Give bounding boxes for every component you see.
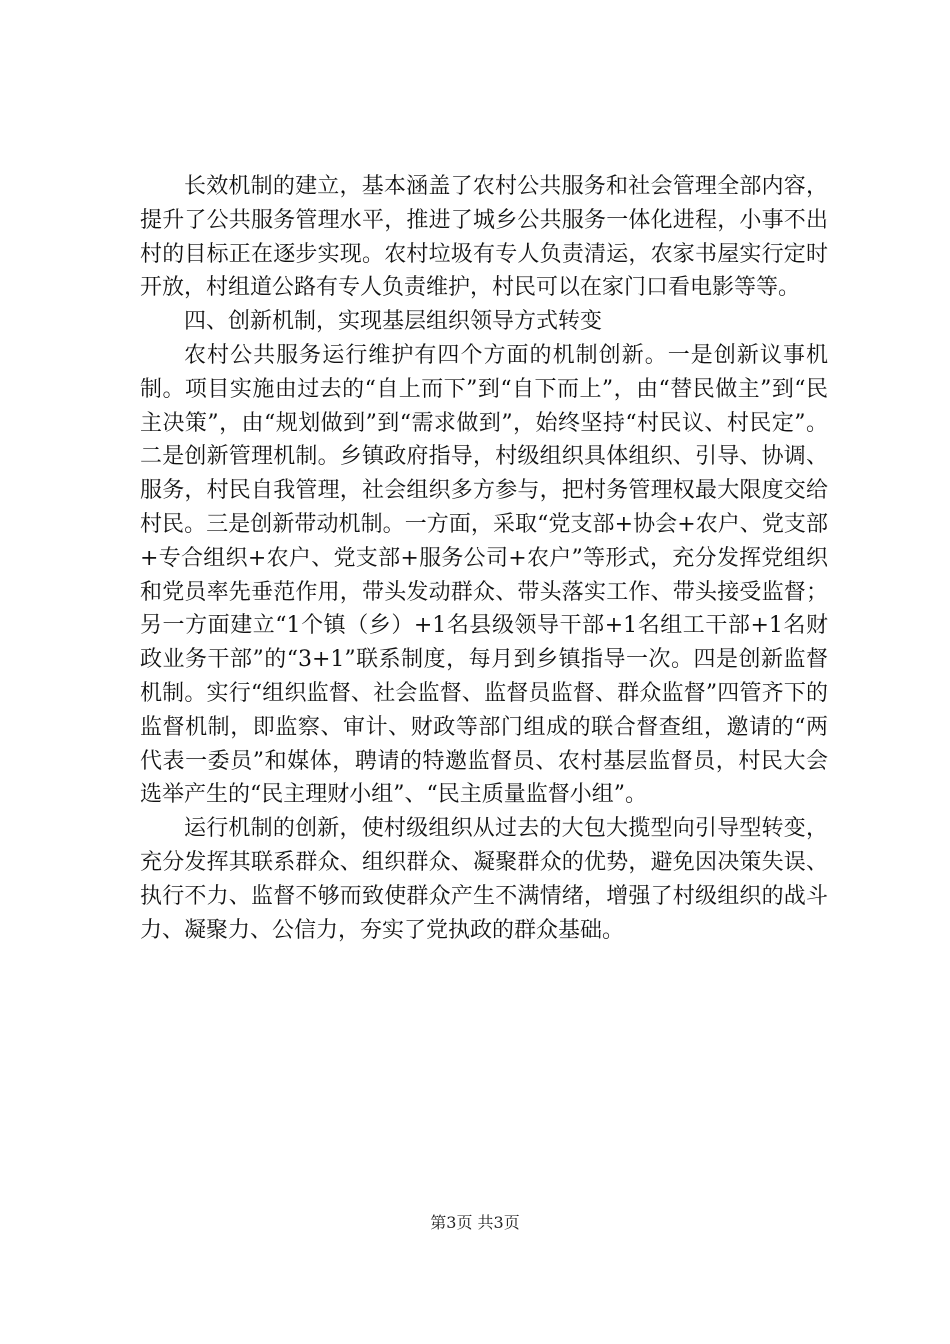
- page-footer: 第3页 共3页: [430, 1213, 520, 1232]
- paragraph-long-term-mechanism: 长效机制的建立，基本涵盖了农村公共服务和社会管理全部内容，提升了公共服务管理水平，推进了城乡公共服务一体化进程，小事不出村的目标正在逐步实现。农村垃圾有专人负责清运，农家书屋实行定时开放，村组道公路有专人负责维护，村民可以在家门口看电影等等。: [140, 174, 828, 301]
- paragraph-mechanism-innovation: 农村公共服务运行维护有四个方面的机制创新。一是创新议事机制。项目实施由过去的“自上而下”到“自下而上”，由“替民做主”到“民主决策”，由“规划做到”到“需求做到”，始终坚持“村民议、村民定”。二是创新管理机制。乡镇政府指导，村级组织具体组织、引导、协调、服务，村民自我管理，社会组织多方参与，把村务管理权最大限度交给村民。三是创新带动机制。一方面，采取“党支部+协会+农户、党支部+专合组织+农户、党支部+服务公司+农户”等形式，充分发挥党组织和党员率先垂范作用，带头发动群众、带头落实工作、带头接受监督；另一方面建立“1个镇（乡）+1名县级领导干部+1名组工干部+1名财政业务干部”的“3+1”联系制度，每月到乡镇指导一次。四是创新监督机制。实行“组织监督、社会监督、监督员监督、群众监督”四管齐下的监督机制，即监察、审计、财政等部门组成的联合督查组，邀请的“两代表一委员”和媒体，聘请的特邀监督员、农村基层监督员，村民大会选举产生的“民主理财小组”、“民主质量监督小组”。: [140, 342, 828, 808]
- section-heading-four: 四、创新机制，实现基层组织领导方式转变: [184, 309, 603, 335]
- paragraph-operation-result: 运行机制的创新，使村级组织从过去的大包大揽型向引导型转变，充分发挥其联系群众、组织群众、凝聚群众的优势，避免因决策失误、执行不力、监督不够而致使群众产生不满情绪，增强了村级组织的战斗力、凝聚力、公信力，夯实了党执政的群众基础。: [140, 816, 828, 943]
- document-body: [140, 170, 828, 947]
